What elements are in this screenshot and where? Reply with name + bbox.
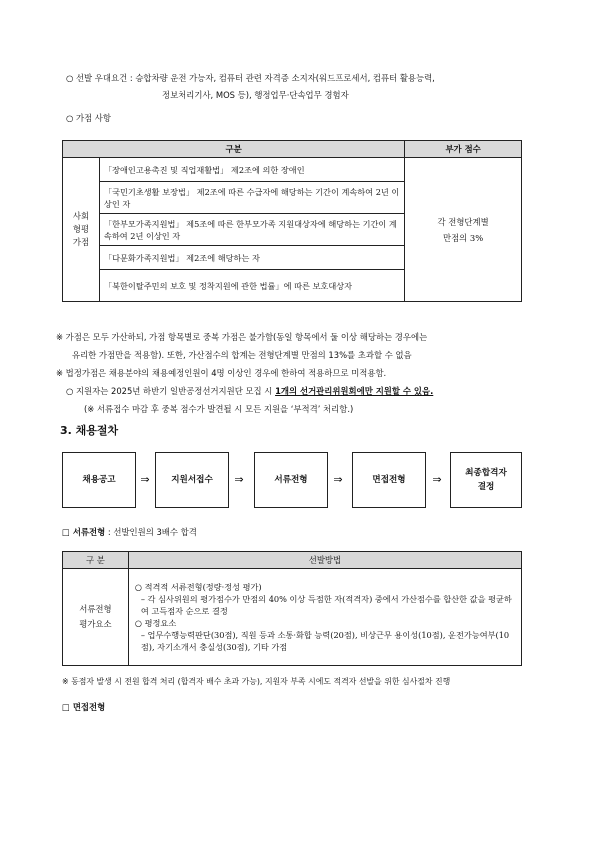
document-screening-label: □ 서류전형 xyxy=(62,527,106,537)
step-label: 면접전형 xyxy=(372,475,406,485)
method-bullet-2-detail: – 업무수행능력판단(30점), 직원 등과 소통·화합 능력(20점), 비상근무 용이성(10점), 운전가능여부(10점), 자기소개서 충실성(30점), 기타 가점 xyxy=(140,630,510,652)
arrow-icon: ⇒ xyxy=(333,473,343,486)
section-title-hiring-process: 3. 채용절차 xyxy=(60,424,119,437)
arrow-icon: ⇒ xyxy=(140,473,150,486)
step-final-selection xyxy=(450,452,522,508)
method-bullet-1: ○ 적격적 서류전형(정량·정성 평가) xyxy=(134,582,262,592)
interview-heading: □ 면접전형 xyxy=(62,702,106,712)
step-label: 채용공고 xyxy=(82,475,116,485)
col-header-bonus-score: 부가 점수 xyxy=(405,141,522,158)
step-application xyxy=(155,452,229,508)
document-screening-table xyxy=(62,551,522,666)
step-label: 최종합격자 결정 xyxy=(465,468,507,492)
note-duplicate-disqualify: (※ 서류접수 마감 후 중복 점수가 발견될 시 모든 지원을 ‘부적격’ 처리함.) xyxy=(84,404,354,414)
arrow-icon: ⇒ xyxy=(432,473,442,486)
step-document-screening xyxy=(254,452,328,508)
social-equity-category: 사회 형평 가점 xyxy=(63,158,100,302)
note-single-application xyxy=(66,385,433,397)
document-screening-criteria: : 선발인원의 3배수 합격 xyxy=(105,527,197,537)
tie-note: ※ 동점자 발생 시 전원 합격 처리 (합격자 배수 초과 가능), 지원자 부족 시에도 적격자 선발을 위한 심사절차 진행 xyxy=(62,677,451,686)
col-header-selection-method: 선발방법 xyxy=(128,552,521,569)
bonus-points-table xyxy=(62,140,522,302)
evaluation-method-cell xyxy=(128,569,521,666)
method-bullet-2: ○ 평정요소 xyxy=(134,618,177,628)
bonus-row: 「북한이탈주민의 보호 및 정착지원에 관한 법률」에 따른 보호대상자 xyxy=(99,270,404,302)
preferred-qualifications-line1: ○ 선발 우대요건 : 승합차량 운전 가능자, 컴퓨터 관련 자격증 소지자(워드프로세서, 컴퓨터 활용능력, xyxy=(66,73,435,83)
note-bonus-duplicate-line1: ※ 가점은 모두 가산하되, 가점 항목별로 중복 가점은 불가함(동일 항목에서 둘 이상 해당하는 경우에는 xyxy=(56,332,428,342)
arrow-icon: ⇒ xyxy=(234,473,244,486)
bonus-score-cell xyxy=(405,158,522,302)
step-label: 서류전형 xyxy=(274,475,308,485)
col-header-division: 구 분 xyxy=(63,552,129,569)
score-line1: 각 전형단계별 xyxy=(437,216,489,227)
document-screening-heading xyxy=(62,526,197,538)
evaluation-factor-label: 서류전형 평가요소 xyxy=(63,569,129,666)
preferred-qualifications-line2: 정보처리기사, MOS 등), 행정업무·단속업무 경험자 xyxy=(162,90,349,100)
step-label: 지원서접수 xyxy=(171,475,213,485)
single-application-text: ○ 지원자는 2025년 하반기 일반공정선거지원단 모집 시 xyxy=(66,386,276,396)
single-application-emphasis: 1개의 선거관리위원회에만 지원할 수 있음. xyxy=(275,386,434,396)
bonus-row: 「국민기초생활 보장법」 제2조에 따른 수급자에 해당하는 기간이 계속하여 2년 이상인 자 xyxy=(99,182,404,214)
note-legal-bonus: ※ 법정가점은 채용분야의 채용예정인원이 4명 이상인 경우에 한하여 적용하므로 미적용함. xyxy=(56,368,387,378)
step-interview xyxy=(352,452,426,508)
bonus-row: 「한부모가족지원법」 제5조에 따른 한부모가족 지원대상자에 해당하는 기간이 계속하여 2년 이상인 자 xyxy=(99,214,404,246)
bonus-points-heading: ○ 가점 사항 xyxy=(66,113,111,123)
note-bonus-duplicate-line2: 유리한 가점만을 적용함). 또한, 가산점수의 합계는 전형단계별 만점의 13%를 초과할 수 없음 xyxy=(72,350,412,360)
bonus-row: 「장애인고용촉진 및 직업재활법」 제2조에 의한 장애인 xyxy=(99,158,404,182)
step-job-posting xyxy=(62,452,136,508)
col-header-category: 구분 xyxy=(63,141,405,158)
score-line2: 만점의 3% xyxy=(443,232,484,243)
method-bullet-1-detail: – 각 심사위원의 평가점수가 만점의 40% 이상 득점한 자(적격자) 중에서 가산점수를 합산한 값을 평균하여 고득점자 순으로 결정 xyxy=(140,594,512,616)
bonus-row: 「다문화가족지원법」 제2조에 해당하는 자 xyxy=(99,246,404,270)
